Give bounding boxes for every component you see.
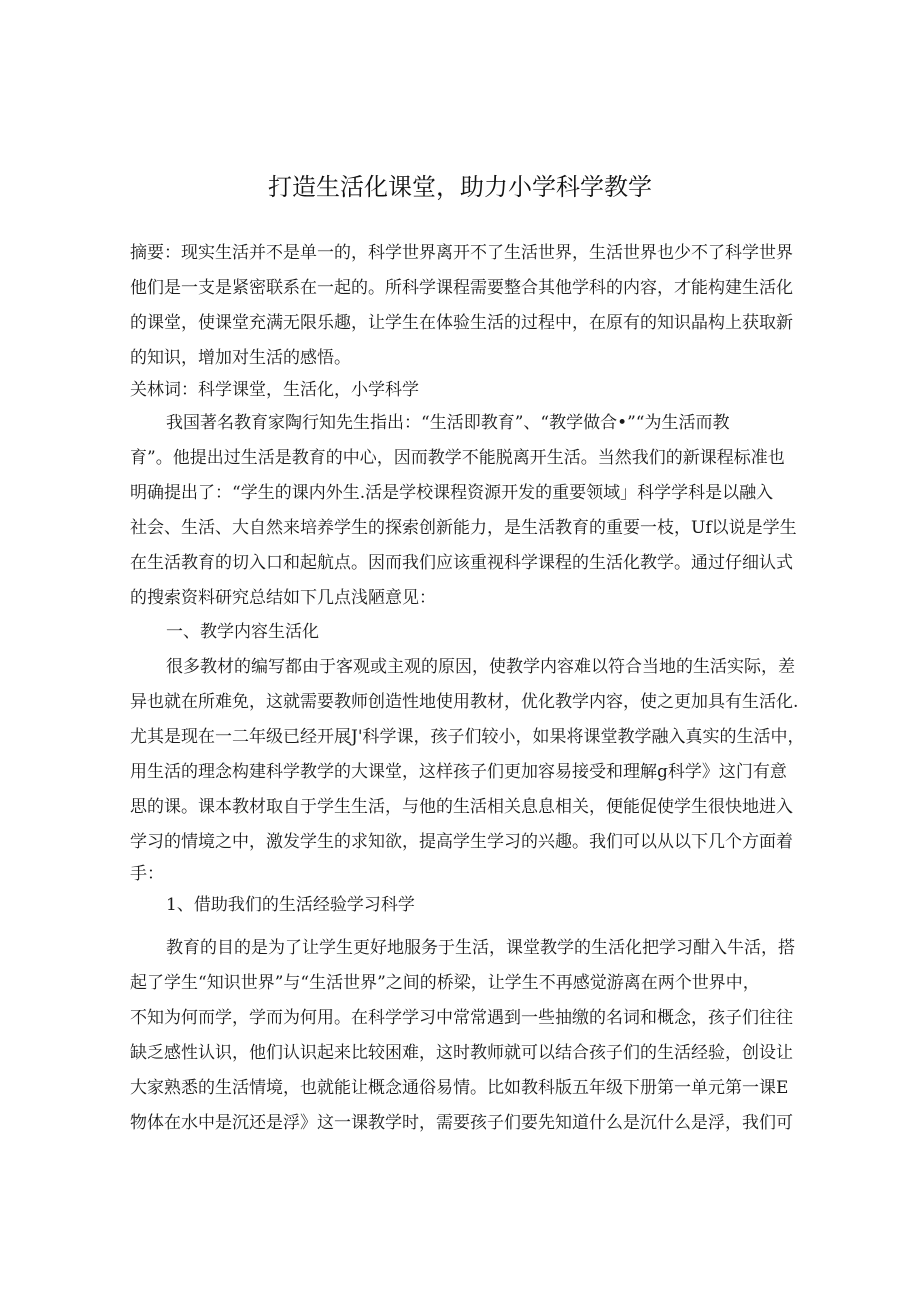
intro-line-3: 明确提出了：“学生的课内外生.活是学校课程资源开发的重要领域」科学学科是以融入: [130, 483, 774, 503]
section1-line-7: 手：: [130, 864, 164, 884]
intro-line-4: 社会、生活、大自然来培养学生的探索创新能力，是生活教育的重要一枝，Uf以说是学生: [130, 518, 797, 538]
keywords-line: 关林词：科学课堂，生活化，小学科学: [130, 380, 419, 400]
subsection1-line-2: 起了学生“知识世界”与“生活世界”之间的桥梁，让学生不再感觉游离在两个世界中，: [130, 973, 760, 993]
subsection1-line-5: 大家熟悉的生活情境，也就能让概念通俗易情。比如教科版五年级下册第一单元第一课E: [130, 1078, 789, 1098]
subsection1-line-3: 不知为何而学，学而为何用。在科学学习中常常遇到一些抽缴的名词和概念，孩子们往往: [130, 1008, 793, 1028]
intro-line-1: 我国著名教育家陶行知先生指出：“生活即教育”、“教学做合•”“为生活而教: [166, 413, 730, 433]
intro-line-5: 在生活教育的切入口和起航点。因而我们应该重视科学课程的生活化教学。通过仔细认式: [130, 553, 793, 573]
section-heading-1: 一、教学内容生活化: [166, 622, 319, 642]
section1-line-5: 思的课。课本教材取自于学生生活，与他的生活相关息息相关，便能促使学生很快地进入: [130, 797, 793, 817]
section1-line-1: 很多教材的编写都由于客观或主观的原因，使教学内容难以符合当地的生活实际，差: [166, 657, 795, 677]
abstract-line-4: 的知识，增加对生活的感悟。: [130, 348, 351, 368]
abstract-line-3: 的课堂，使课堂充满无限乐趣，让学生在体验生活的过程中，在原有的知识晶构上获取新: [130, 313, 793, 333]
subsection1-line-4: 缺乏感性认识，他们认识起来比较困难，这时教师就可以结合孩子们的生活经验，创设让: [130, 1043, 793, 1063]
section1-line-4: 用生活的理念构建科学教学的大课堂，这样孩子们更加容易接受和理解g科学》这门有意: [130, 762, 787, 782]
abstract-line-1: 摘要：现实生活并不是单一的，科学世界离开不了生活世界，生活世界也少不了科学世界: [130, 243, 793, 263]
subsection-heading-1: 1、借助我们的生活经验学习科学: [166, 895, 415, 915]
section1-line-3: 尤其是现在一二年级已经开展J'科学课，孩子们较小，如果将课堂教学融入真实的生活中，: [130, 727, 805, 747]
section1-line-2: 异也就在所难免，这就需要教师创造性地使用教材，优化教学内容，使之更加具有生活化.: [130, 692, 799, 712]
document-title: 打造生活化课堂，助力小学科学教学: [268, 173, 652, 201]
intro-line-6: 的搜索资料研究总结如下几点浅陋意见：: [130, 588, 436, 608]
subsection1-line-6: 物体在水中是沉还是浮》这一课教学时，需要孩子们要先知道什么是沉什么是浮，我们可: [130, 1113, 793, 1133]
intro-line-2: 育”。他提出过生活是教育的中心，因而教学不能脱离开生活。当然我们的新课程标准也: [130, 448, 785, 468]
subsection1-line-1: 教育的目的是为了让学生更好地服务于生活，课堂教学的生活化把学习酣入牛活，搭: [166, 938, 795, 958]
abstract-line-2: 他们是一支是紧密联系在一起的。所科学课程需要整合其他学科的内容，才能构建生活化: [130, 278, 793, 298]
section1-line-6: 学习的情境之中，激发学生的求知欲，提高学生学习的兴趣。我们可以从以下几个方面着: [130, 832, 793, 852]
